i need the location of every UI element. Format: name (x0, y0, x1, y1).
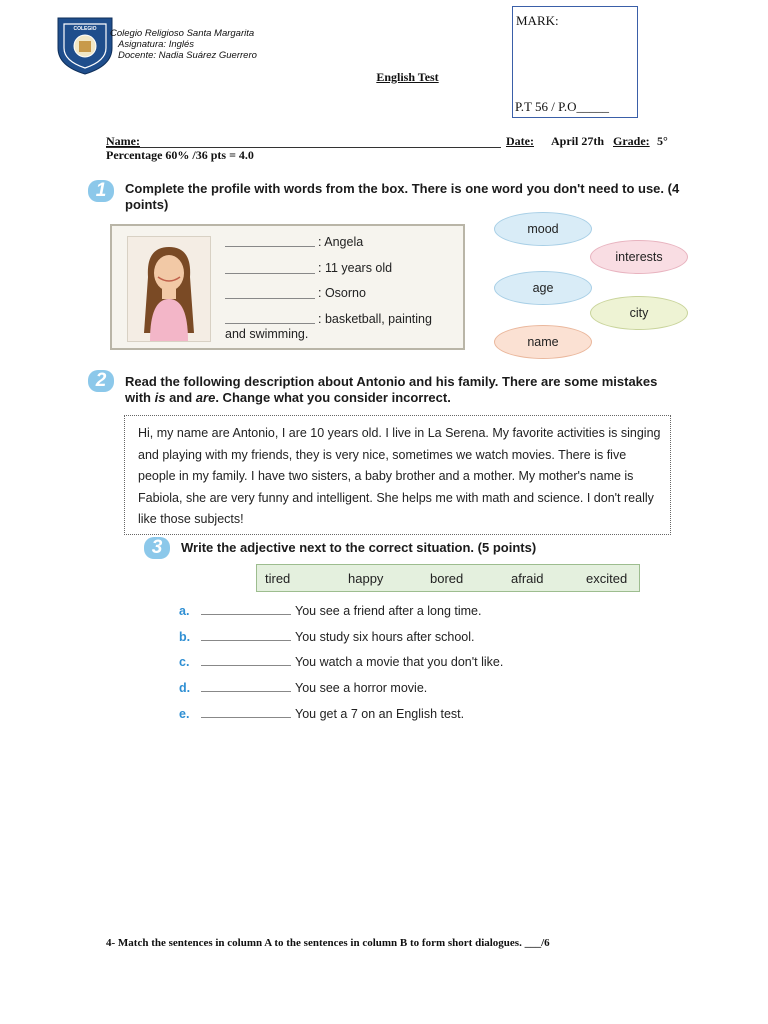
answer-blank-b[interactable] (201, 640, 291, 641)
exercise-1-instruction: Complete the profile with words from the box. There is one word you don't need to use. (4 points) (125, 181, 680, 212)
profile-line-1: : Angela (318, 235, 364, 249)
answer-blank-c[interactable] (201, 665, 291, 666)
question-letter: d. (179, 681, 191, 695)
grade-value: 5° (657, 134, 668, 148)
question-text: You study six hours after school. (295, 630, 475, 644)
answer-blank-d[interactable] (201, 691, 291, 692)
subject-label: Asignatura: (118, 39, 167, 50)
profile-line-4: : basketball, painting (318, 312, 432, 326)
exercise-3-instruction: Write the adjective next to the correct situation. (5 points) (181, 540, 537, 555)
exercise-2-instruction-are: are (195, 390, 216, 405)
exercise-2-instruction-is: is (154, 390, 166, 405)
question-letter: c. (179, 655, 190, 669)
question-letter: b. (179, 630, 191, 644)
question-text: You see a friend after a long time. (295, 604, 482, 618)
mark-score: P.T 56 / P.O_____ (515, 99, 610, 114)
exercise-2-instruction-part1: Read the following description about Antonio and his family. There are some mistakes with (125, 374, 658, 405)
answer-blank-e[interactable] (201, 717, 291, 718)
exercise-2-instruction-part2: . Change what you consider incorrect. (215, 390, 451, 405)
exercise-3-number: 3 (144, 537, 170, 559)
adjective-excited: excited (586, 571, 628, 586)
profile-line-5: and swimming. (225, 327, 309, 341)
profile-blank-4[interactable] (225, 323, 315, 324)
subject-value: Inglés (168, 39, 195, 50)
teacher-value: Nadia Suárez Guerrero (158, 50, 257, 61)
word-bubble-city: city (590, 296, 688, 330)
adjective-bored: bored (430, 571, 464, 586)
date-label: Date: (506, 134, 534, 148)
school-name: Colegio Religioso Santa Margarita (110, 28, 255, 39)
question-text: You watch a movie that you don't like. (295, 655, 504, 669)
word-bubble-interests: interests (590, 240, 688, 274)
exercise-1-number: 1 (88, 180, 114, 202)
grade-label: Grade: (613, 134, 650, 148)
question-text: You see a horror movie. (295, 681, 428, 695)
word-bubble-age: age (494, 271, 592, 305)
profile-card (110, 224, 465, 350)
mark-box (512, 6, 638, 118)
exercise-4-instruction: 4- Match the sentences in column A to the sentences in column B to form short dialogues. ___/6 (106, 937, 550, 949)
girl-photo (127, 236, 211, 342)
adjective-tired: tired (265, 571, 291, 586)
name-label: Name: (106, 134, 140, 148)
percentage-line: Percentage 60% /36 pts = 4.0 (106, 148, 254, 162)
teacher-label: Docente: (118, 50, 157, 61)
exercise-2-text-box (124, 415, 671, 535)
exercise-2-text: Hi, my name are Antonio, I are 10 years old. I live in La Serena. My favorite activities is singing and playing with my friends, they is very nice, sometimes we watch movies. There is five people in my family. I have two sisters, a baby brother and a mother. My mother's name is Fabiola, she are very funny and intelligent. She helps me with math and science. I don't really like those subjects! (138, 426, 661, 526)
date-value: April 27th (551, 134, 605, 148)
test-title: English Test (376, 70, 439, 84)
question-letter: a. (179, 604, 190, 618)
exercise-2-number: 2 (88, 370, 114, 392)
answer-blank-a[interactable] (201, 614, 291, 615)
school-logo (54, 14, 116, 76)
word-bubble-mood: mood (494, 212, 592, 246)
adjective-happy: happy (348, 571, 384, 586)
profile-line-2: : 11 years old (318, 261, 393, 275)
adjective-afraid: afraid (511, 571, 544, 586)
profile-blank-1[interactable] (225, 246, 315, 247)
exercise-2-instruction (125, 374, 680, 406)
svg-text:COLEGIO: COLEGIO (73, 26, 97, 32)
profile-line-3: : Osorno (318, 286, 366, 300)
profile-blank-2[interactable] (225, 273, 315, 274)
question-text: You get a 7 on an English test. (295, 707, 465, 721)
profile-blank-3[interactable] (225, 298, 315, 299)
school-info (110, 28, 257, 61)
word-bubble-name: name (494, 325, 592, 359)
question-letter: e. (179, 707, 190, 721)
adjective-box (256, 564, 640, 592)
exercise-2-instruction-and: and (165, 390, 196, 405)
mark-label: MARK: (516, 13, 559, 28)
